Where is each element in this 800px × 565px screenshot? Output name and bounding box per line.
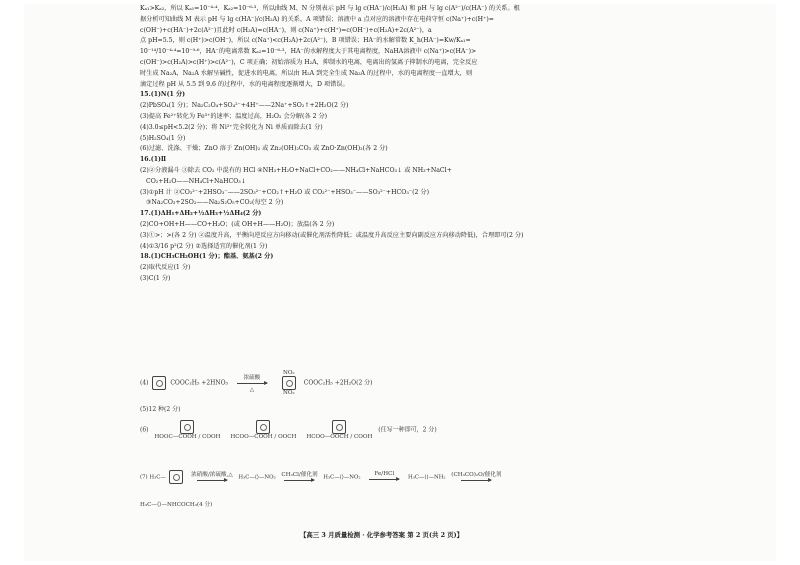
text-line: 据分析可知曲线 M 表示 pH 与 lg c(HA⁻)/c(H₂A) 的关系，A 项错误；溶液中 a 点对应的溶液中存在电荷守恒 c(Na⁺)+c(H⁺)= — [140, 15, 494, 23]
text-line: (2)②分液漏斗 ③除去 CO₂ 中混有的 HCl ④NH₃+H₂O+NaCl+CO₂——NH₄Cl+NaHCO₃↓ 或 NH₃+NaCl+ — [140, 166, 452, 174]
benzene-ring-icon — [169, 470, 183, 484]
answer-5: (5)12 种(2 分) — [140, 406, 181, 413]
question-15-header: 15.(1)N(1 分) — [140, 91, 186, 99]
reaction-arrow-icon — [284, 480, 314, 481]
reaction-4-condition: 浓硫酸 △ — [234, 373, 270, 393]
reaction-4-product: COOC₂H₅ +2H₂O(2 分) — [303, 379, 373, 387]
benzene-ring-icon — [152, 376, 166, 390]
page-footer: 【高三 3 月质量检测 · 化学参考答案 第 2 页(共 2 页)】 — [300, 531, 464, 539]
text-line: (3)①pH 计 ②CO₃²⁻+2HSO₃⁻——2SO₃²⁻+CO₂↑+H₂O 或 CO₃²⁻+HSO₃⁻——SO₃²⁻+HCO₃⁻(2 分) — [140, 188, 429, 196]
reaction-arrow-icon — [461, 480, 491, 481]
reaction-arrow-icon — [237, 383, 267, 384]
benzene-ring-icon — [256, 420, 270, 434]
reaction-4-label: (4) — [140, 379, 149, 387]
isomer-structure-3: HCOO—OOCH / COOH — [306, 420, 372, 440]
answer-text-column — [140, 4, 668, 285]
text-line: c(OH⁻)>c(H₂A)>c(H⁺)>c(A²⁻)，C 项正确；初始溶质为 H₂A，抑制水的电离，电离出的氢离子抑制水的电离，完全反应 — [140, 58, 478, 66]
text-line: 点 pH=5.5，则 c(H⁺)>c(OH⁻)，所以 c(Na⁺)<c(H₂A)+2c(A²⁻)，B 项错误；HA⁻的水解常数 K_h(HA⁻)=Kw/Kₐ₁= — [140, 37, 471, 45]
isomer-structure-2: HCOO—COOH / OOCH — [230, 420, 296, 440]
text-line: (4)3.0≤pH<5.2(2 分)；将 Ni²⁺完全转化为 Ni 单质而除去(1 分) — [140, 123, 323, 131]
text-line: (2)PbSO₄(1 分)；Na₂C₂O₄+SO₄²⁻+4H⁺——2Na⁺+SO₂↑+2H₂O(2 分) — [140, 102, 349, 110]
answer-6-structures: (6) HOOC—COOH / COOH HCOO—COOH / OOCH HCOO—OOCH / COOH (任写一种即可，2 分) — [140, 420, 668, 440]
benzene-ring-icon — [282, 376, 296, 390]
benzene-ring-icon — [180, 420, 194, 434]
synthesis-route-end: H₃C—⟨⟩—NHCOCH₃(4 分) — [140, 502, 213, 508]
text-line: (4)①3/16 p²(2 分) ②选择适宜的催化剂(1 分) — [140, 242, 268, 250]
text-line: (3)C(1 分) — [140, 274, 171, 282]
reaction-4 — [140, 370, 668, 396]
text-line: 滴定过程 pH 从 5.5 到 9.6 的过程中，水的电离程度逐渐增大，D 项错误。 — [140, 80, 349, 88]
text-line: (3)提高 Fe²⁺转化为 Fe³⁺的速率；温度过高，H₂O₂ 会分解(各 2 分) — [140, 112, 328, 120]
text-line: (2)取代反应(1 分) — [140, 264, 191, 272]
text-line: (3)①>；>(各 2 分) ②温度升高，平衡向逆反应方向移动(或催化剂活性降低；或温度升高反应主要向副反应方向移动降低)，合理即可(2 分) — [140, 231, 524, 239]
text-line: c(OH⁻)+c(HA⁻)+2c(A²⁻)且此时 c(H₂A)=c(HA⁻)，则 c(Na⁺)+c(H⁺)=c(OH⁻)+c(H₂A)+2c(A²⁻)，a — [140, 26, 432, 34]
reaction-4-reactant: COOC₂H₅ +2HNO₃ — [170, 379, 228, 387]
text-line: 10⁻¹⁴/10⁻⁴·⁴=10⁻⁹·⁶，HA⁻的电离常数 Kₐ₂=10⁻⁶·³，HA⁻的水解程度大于其电离程度，NaHA溶液中 c(Na⁺)>c(HA⁻)> — [140, 48, 477, 56]
question-16-header: 16.(1)Ⅱ — [140, 156, 167, 164]
isomer-structure-1: HOOC—COOH / COOH — [154, 420, 220, 440]
text-line: 时生成 Na₂A，Na₂A 水解呈碱性，促进水的电离，所以由 H₂A 到完全生成 Na₂A 的过程中，水的电离程度一直增大，则 — [140, 69, 473, 77]
text-line: Kₐ₁>Kₐ₂，所以 Kₐ₁=10⁻⁴·⁴，Kₐ₂=10⁻⁶·³，所以曲线 M、N 分别表示 pH 与 lg c(HA⁻)/c(H₂A) 和 pH 与 lg c(A²⁻)/c(HA⁻) 的关系。根 — [140, 5, 520, 12]
answer-6-note: (任写一种即可，2 分) — [378, 426, 437, 434]
dinitro-product-structure: NO₂ NO₂ — [282, 370, 295, 396]
reaction-arrow-icon — [369, 479, 399, 480]
reaction-arrow-icon — [197, 480, 227, 481]
text-line: ③Na₂CO₃+2SO₂——Na₂S₂O₅+CO₂(每空 2 分) — [146, 199, 284, 207]
text-line: (6)过滤、洗涤、干燥；ZnO 溶于 Zn(OH)₂ 或 Zn₂(OH)₂CO₃ 或 ZnO·Zn(OH)₂(各 2 分) — [140, 145, 388, 153]
synthesis-route: (7) H₃C— 浓硝酸/浓硫酸,△ H₃C—⟨⟩—NO₂ CH₃Cl/催化剂 H₃C—⟨⟩—NO₂ Fe/HCl H₃C—⟨⟩—NH₂ (CH₃CO)₂O/催化剂 — [140, 470, 668, 484]
text-line: (2)CO+OH+H——CO+H₂O；(或 OH+H——H₂O)；放温(各 2 分) — [140, 220, 335, 228]
benzene-ring-icon — [332, 420, 346, 434]
text-line: (5)H₂SO₄(1 分) — [140, 134, 186, 142]
text-line: CO₂+H₂O——NH₄Cl+NaHCO₃↓ — [146, 177, 246, 185]
question-17-header: 17.(1)ΔH₁+ΔH₂+½ΔH₃+½ΔH₄(2 分) — [140, 210, 262, 218]
question-18-header: 18.(1)CH₃CH₂OH(1 分)；酯基、氨基(2 分) — [140, 253, 274, 261]
